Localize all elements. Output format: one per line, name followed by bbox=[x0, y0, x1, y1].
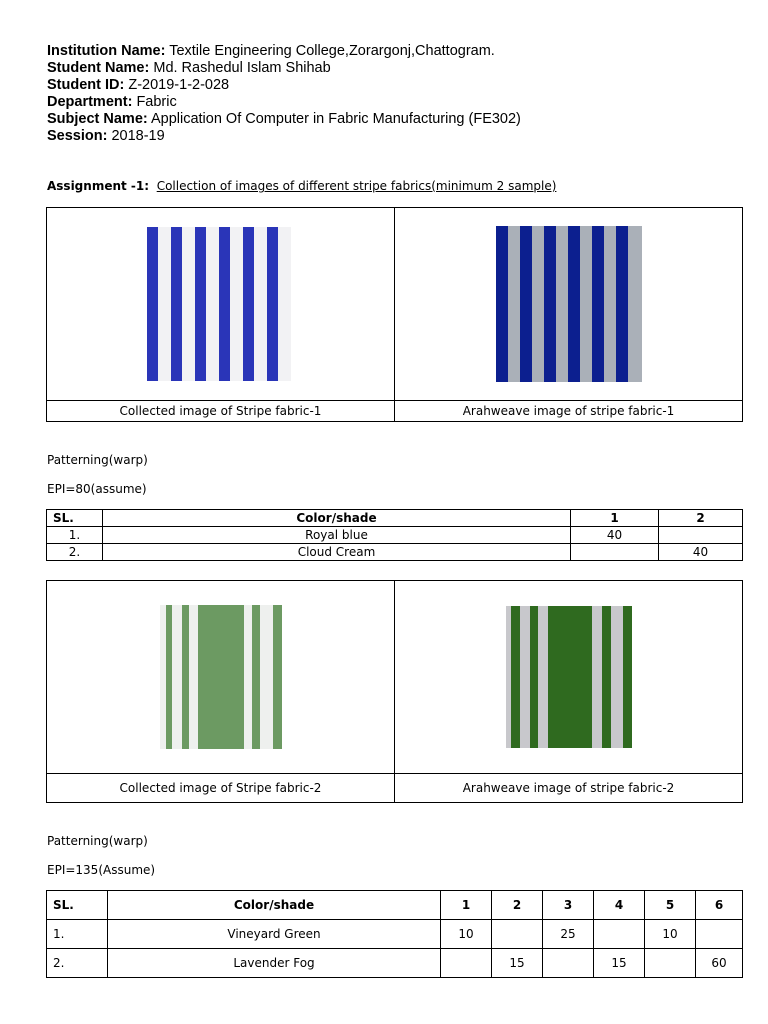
stripe bbox=[530, 606, 538, 748]
stripe bbox=[198, 605, 244, 749]
fabric1-pattern-table bbox=[46, 509, 743, 561]
stripe bbox=[592, 226, 604, 382]
stripe bbox=[592, 606, 602, 748]
department-row: Department: Fabric bbox=[47, 94, 177, 110]
fabric2-epi: EPI=135(Assume) bbox=[47, 863, 156, 877]
stripe bbox=[611, 606, 623, 748]
subject-row: Subject Name: Application Of Computer in Fabric Manufacturing (FE302) bbox=[47, 111, 521, 127]
stripe bbox=[189, 605, 198, 749]
fabric1-patterning: Patterning(warp) bbox=[47, 453, 148, 467]
stripe bbox=[544, 226, 556, 382]
fabric1-caption-right: Arahweave image of stripe fabric-1 bbox=[395, 401, 743, 422]
stripe bbox=[556, 226, 568, 382]
fabric1-collected-cell bbox=[47, 208, 395, 401]
table-header-row: SL. Color/shade 1 2 bbox=[47, 510, 743, 527]
stripe bbox=[267, 227, 278, 381]
fabric2-arahweave-cell bbox=[395, 581, 743, 774]
stripe bbox=[580, 226, 592, 382]
fabric1-epi: EPI=80(assume) bbox=[47, 482, 147, 496]
stripe bbox=[260, 605, 273, 749]
stripe bbox=[616, 226, 628, 382]
stripe bbox=[195, 227, 206, 381]
stripe bbox=[158, 227, 171, 381]
table-row: 1. Vineyard Green 10 25 10 bbox=[47, 920, 743, 949]
fabric2-arahweave-image bbox=[506, 606, 632, 748]
stripe bbox=[532, 226, 544, 382]
stripe bbox=[182, 605, 189, 749]
stripe bbox=[548, 606, 592, 748]
stripe bbox=[244, 605, 252, 749]
stripe bbox=[273, 605, 282, 749]
table-header-row: SL. Color/shade 1 2 3 4 5 6 bbox=[47, 891, 743, 920]
stripe bbox=[496, 226, 508, 382]
stripe bbox=[206, 227, 219, 381]
fabric1-collected-image bbox=[147, 227, 295, 381]
stripe bbox=[508, 226, 520, 382]
stripe bbox=[252, 605, 260, 749]
fabric2-patterning: Patterning(warp) bbox=[47, 834, 148, 848]
fabric1-caption-left: Collected image of Stripe fabric-1 bbox=[47, 401, 395, 422]
stripe bbox=[147, 227, 158, 381]
stripe bbox=[278, 227, 291, 381]
assignment-heading: Assignment -1: Collection of images of different stripe fabrics(minimum 2 sample) bbox=[47, 179, 557, 193]
student-row: Student Name: Md. Rashedul Islam Shihab bbox=[47, 60, 331, 76]
stripe bbox=[602, 606, 611, 748]
stripe bbox=[171, 227, 182, 381]
stripe bbox=[160, 605, 166, 749]
stripe bbox=[182, 227, 195, 381]
fabric2-image-table bbox=[46, 580, 743, 803]
stripe bbox=[166, 605, 172, 749]
stripe bbox=[520, 606, 530, 748]
stripe bbox=[640, 226, 642, 382]
stripe bbox=[172, 605, 182, 749]
student-id-row: Student ID: Z-2019-1-2-028 bbox=[47, 77, 230, 93]
stripe bbox=[243, 227, 254, 381]
stripe bbox=[520, 226, 532, 382]
stripe bbox=[604, 226, 616, 382]
fabric1-arahweave-image bbox=[496, 226, 642, 382]
session-row: Session: 2018-19 bbox=[47, 128, 165, 144]
institution-row: Institution Name: Textile Engineering College,Zorargonj,Chattogram. bbox=[47, 43, 495, 59]
fabric2-pattern-table bbox=[46, 890, 743, 978]
fabric2-caption-left: Collected image of Stripe fabric-2 bbox=[47, 774, 395, 803]
stripe bbox=[254, 227, 267, 381]
stripe bbox=[623, 606, 632, 748]
stripe bbox=[506, 606, 511, 748]
fabric2-collected-cell bbox=[47, 581, 395, 774]
stripe bbox=[538, 606, 548, 748]
fabric2-collected-image bbox=[160, 605, 282, 749]
fabric1-image-table bbox=[46, 207, 743, 422]
stripe bbox=[511, 606, 520, 748]
stripe bbox=[568, 226, 580, 382]
table-row: 2. Cloud Cream 40 bbox=[47, 544, 743, 561]
stripe bbox=[628, 226, 640, 382]
student-info bbox=[47, 43, 521, 145]
stripe bbox=[230, 227, 243, 381]
table-row: 2. Lavender Fog 15 15 60 bbox=[47, 949, 743, 978]
stripe bbox=[219, 227, 230, 381]
fabric1-arahweave-cell bbox=[395, 208, 743, 401]
fabric2-caption-right: Arahweave image of stripe fabric-2 bbox=[395, 774, 743, 803]
table-row: 1. Royal blue 40 bbox=[47, 527, 743, 544]
